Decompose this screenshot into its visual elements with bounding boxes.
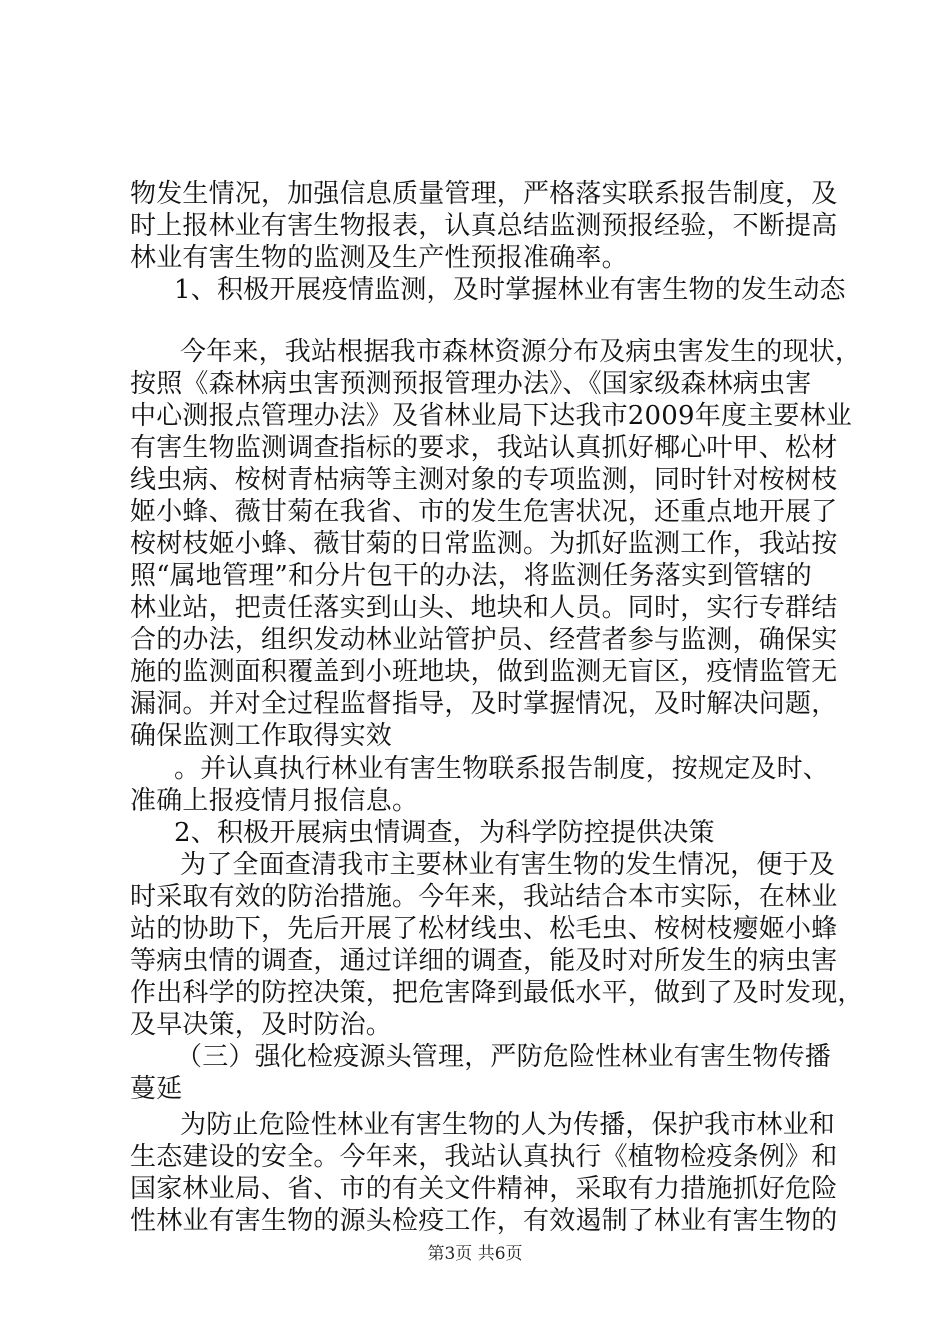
text-line: 林业有害生物的监测及生产性预报准确率。 [130,243,628,273]
text-line: 。并认真执行林业有害生物联系报告制度，按规定及时、 [174,754,830,784]
text-line: 姬小蜂、薇甘菊在我省、市的发生危害状况，还重点地开展了 [130,497,838,527]
text-line: 时采取有效的防治措施。今年来，我站结合本市实际，在林业 [130,882,838,912]
text-line: 按照《森林病虫害预测预报管理办法》、《国家级森林病虫害 [130,369,812,399]
page-number: 第3页 共6页 [427,1244,523,1264]
text-line: 施的监测面积覆盖到小班地块，做到监测无盲区，疫情监管无 [130,657,838,687]
text-line: 桉树枝姬小蜂、薇甘菊的日常监测。为抓好监测工作，我站按 [130,529,838,559]
section-heading: （三）强化检疫源头管理，严防危险性林业有害生物传播 [176,1042,832,1072]
text-line: 时上报林业有害生物报表，认真总结监测预报经验，不断提高 [130,211,838,241]
text-line: 中心测报点管理办法》及省林业局下达我市2009年度主要林业 [130,401,852,431]
text-line: 林业站，把责任落实到山头、地块和人员。同时，实行专群结 [130,593,838,623]
section-heading: 蔓延 [130,1074,183,1104]
text-line: 线虫病、桉树青枯病等主测对象的专项监测，同时针对桉树枝 [130,465,838,495]
text-line: 准确上报疫情月报信息。 [130,786,419,816]
text-line: 合的办法，组织发动林业站管护员、经营者参与监测，确保实 [130,625,838,655]
text-line: 等病虫情的调查，通过详细的调查，能及时对所发生的病虫害 [130,946,838,976]
text-line: 漏洞。并对全过程监督指导，及时掌握情况，及时解决问题， [130,689,838,719]
section-heading: 1、积极开展疫情监测，及时掌握林业有害生物的发生动态 [174,275,846,305]
text-line: 站的协助下，先后开展了松材线虫、松毛虫、桉树枝瘿姬小蜂 [130,914,838,944]
text-line: 及早决策，及时防治。 [130,1010,393,1040]
text-line: 为防止危险性林业有害生物的人为传播，保护我市林业和 [180,1110,836,1140]
text-line: 今年来，我站根据我市森林资源分布及病虫害发生的现状， [180,337,862,367]
text-line: 有害生物监测调查指标的要求，我站认真抓好椰心叶甲、松材 [130,433,838,463]
section-heading: 2、积极开展病虫情调查，为科学防控提供决策 [174,818,715,848]
text-line: 物发生情况，加强信息质量管理，严格落实联系报告制度，及 [130,179,838,209]
text-line: 国家林业局、省、市的有关文件精神，采取有力措施抓好危险 [130,1174,838,1204]
text-line: 确保监测工作取得实效 [130,721,393,751]
text-line: 照“属地管理”和分片包干的办法，将监测任务落实到管辖的 [130,561,812,591]
text-line: 为了全面查清我市主要林业有害生物的发生情况，便于及 [180,850,836,880]
text-line: 生态建设的安全。今年来，我站认真执行《植物检疫条例》和 [130,1142,838,1172]
text-line: 作出科学的防控决策，把危害降到最低水平，做到了及时发现， [130,978,864,1008]
text-line: 性林业有害生物的源头检疫工作，有效遏制了林业有害生物的 [130,1206,838,1236]
